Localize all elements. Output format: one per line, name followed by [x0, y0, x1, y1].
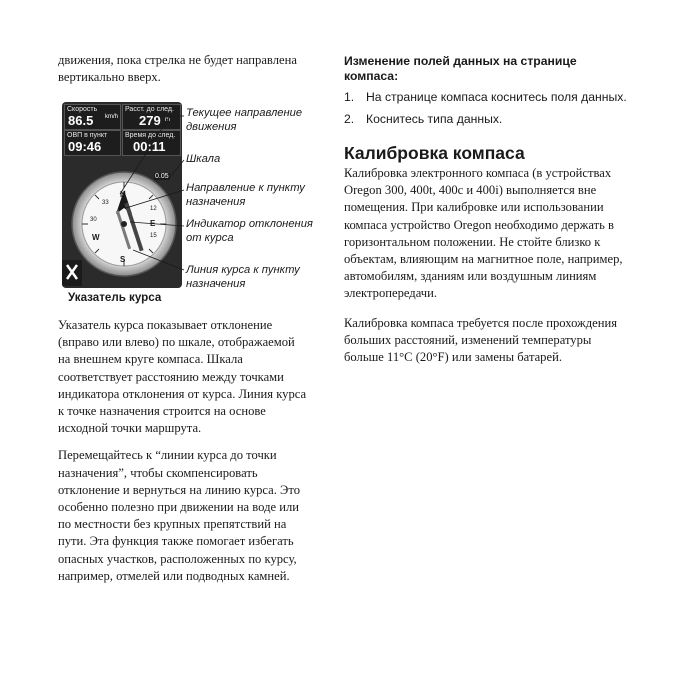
left-body [58, 317, 310, 585]
field-unit: km/h [105, 114, 119, 120]
intro-paragraph: движения, пока стрелка не будет направлена вертикально вверх. [58, 53, 297, 85]
field-label: ОВП в пункт [67, 132, 108, 139]
field-value: 279 [139, 113, 161, 128]
compass-33: 33 [102, 200, 109, 206]
figure-caption: Указатель курса [68, 291, 162, 304]
section-heading: Калибровка компаса [344, 143, 525, 163]
callout-bearing: Направление к пункту назначения [186, 182, 305, 208]
callout-current-heading: Текущее направление движения [186, 107, 303, 133]
field-unit: m [165, 117, 170, 123]
compass-30: 30 [90, 217, 97, 223]
compass-15: 15 [150, 233, 157, 239]
calibration-conditions-paragraph: Калибровка компаса требуется после прохождения больших расстояний, изменений температуры больше 11°C (20°F) или замены батарей. [344, 315, 618, 365]
right-column [344, 54, 634, 366]
course-pointer-figure [58, 102, 313, 312]
field-value: 00:11 [133, 139, 166, 154]
compass-s: S [120, 255, 126, 264]
callout-course-line: Линия курса к пункту назначения [186, 264, 300, 290]
callout-deviation-indicator: Индикатор отклонения от курса [186, 218, 313, 244]
calibration-paragraph: Калибровка электронного компаса (в устройствах Oregon 300, 400t, 400c и 400i) выполняется вне помещения. При калибровке или использовании компаса устройство Oregon необходимо держать в горизонтальном положении. Не стойте близко к объектам, влияющим на магнитное поле, например, автомобилям, зданиям или воздушным линиям электропередачи. [344, 166, 623, 301]
scale-label: 0.05 [155, 173, 169, 180]
callout-scale: Шкала [186, 153, 221, 165]
field-label: Расст. до след. [125, 106, 174, 113]
compass-12: 12 [150, 206, 157, 212]
field-value: 09:46 [68, 139, 102, 154]
course-line-paragraph: Перемещайтесь к “линии курса до точки назначения”, чтобы скомпенсировать отклонение и вернуться на линию курса. Это особенно полезно при движении на воде или по местности без крупных препятствий на пути. Эта функция также помогает избегать опасных участков, расположенных по курсу, например, отмелей или подводных камней. [58, 448, 300, 583]
left-column [58, 52, 308, 86]
compass-w: W [92, 233, 100, 242]
course-pointer-paragraph: Указатель курса показывает отклонение (вправо или влево) по шкале, отображаемой на внешнем круге компаса. Шкала соответствует расстоянию между точками индикатора отклонения от курса. Линия курса к точке назначения строится на основе исходной точки маршрута. [58, 318, 307, 436]
sub-heading: Изменение полей данных на странице компаса: [344, 54, 577, 83]
field-label: Время до след. [125, 132, 176, 139]
list-item: 1. На странице компаса коснитесь поля данных. [344, 90, 627, 104]
list-item: 2. Коснитесь типа данных. [344, 111, 503, 126]
compass-e: E [150, 219, 156, 228]
compass-n: N [120, 190, 126, 199]
field-value: 86.5 [68, 113, 94, 128]
steps-list [344, 90, 634, 127]
field-label: Скорость [67, 106, 98, 113]
